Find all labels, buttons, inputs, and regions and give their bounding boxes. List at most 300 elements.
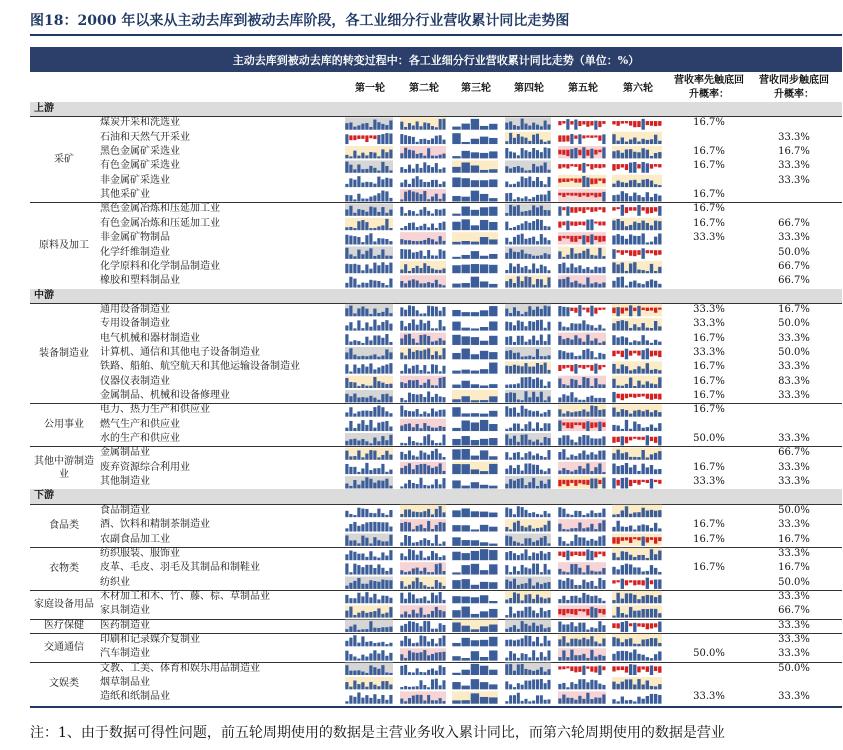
sparkline-bar [385, 265, 388, 273]
sparkline-bar [427, 601, 430, 604]
sparkline-bar [365, 592, 368, 603]
sparkline-cell [452, 407, 497, 416]
sparkline-bar [598, 536, 601, 545]
sparkline-bar [357, 285, 360, 288]
sparkline-cell [505, 564, 550, 575]
sparkline-bar [629, 351, 632, 356]
sparkline-bar [419, 525, 422, 532]
sparkline-bar [373, 556, 376, 560]
sparkline-bar [404, 510, 407, 518]
sparkline-bar [489, 336, 497, 345]
sparkline-bar [435, 242, 438, 245]
sparkline-bar [612, 654, 615, 661]
sparkline-cell [400, 176, 445, 187]
industry-label: 有色金属矿采选业 [100, 160, 180, 172]
sparkline-bar [489, 456, 497, 459]
sparkline-bar [621, 696, 624, 703]
sparkline-bar [612, 600, 615, 603]
sparkline-bar [566, 338, 569, 345]
sparkline-bar [389, 684, 392, 689]
sparkline-bar [536, 679, 539, 689]
sparkline-bar [562, 121, 565, 123]
sparkline-bar [578, 679, 581, 689]
sparkline-bar [621, 682, 624, 690]
sparkline-bar [435, 307, 438, 317]
sparkline-bar [547, 438, 550, 445]
sparkline-bar [528, 578, 531, 588]
sparkline-bar [586, 582, 589, 589]
sparkline-bar [532, 442, 535, 446]
sparkline-bar [521, 544, 524, 546]
sparkline-bar [400, 371, 403, 374]
sparkline-bar [439, 665, 442, 675]
sparkline-bar [357, 386, 360, 388]
sparkline-bar [547, 521, 550, 532]
sparkline-bar [361, 135, 364, 138]
sparkline-bar [431, 654, 434, 661]
sparkline-cell [452, 537, 497, 546]
sparkline-bar [419, 626, 422, 632]
sparkline-bar [345, 428, 348, 431]
sparkline-bar [385, 479, 388, 489]
sparkline-bar [540, 481, 543, 489]
sparkline-bar [536, 422, 539, 431]
sparkline-bar [427, 321, 430, 331]
sparkline-bar [353, 394, 356, 403]
sparkline-bar [616, 638, 619, 646]
sparkline-bar [381, 134, 384, 144]
sparkline-bar [385, 541, 388, 546]
sparkline-bar [377, 135, 380, 144]
sparkline-bar [365, 283, 368, 288]
sparkline-bar [431, 428, 434, 431]
sparkline-bar [590, 306, 593, 317]
prob1-value: 16.7% [693, 562, 725, 574]
sparkline-bar [381, 541, 384, 545]
sparkline-bar [423, 182, 426, 187]
sparkline-bar [594, 406, 597, 417]
sparkline-cell [400, 232, 446, 244]
sparkline-bar [517, 134, 520, 144]
sparkline-cell [505, 636, 550, 647]
sparkline-bar [521, 526, 524, 532]
sparkline-bar [650, 666, 653, 675]
sparkline-bar [517, 197, 520, 201]
sparkline-bar [524, 391, 527, 402]
sparkline-bar [641, 323, 644, 331]
sparkline-bar [353, 328, 356, 330]
sparkline-bar [442, 636, 445, 647]
sparkline-bar [586, 455, 589, 460]
sparkline-bar [650, 328, 653, 331]
sparkline-bar [435, 467, 438, 475]
sparkline-bar [621, 453, 624, 459]
sparkline-bar [353, 581, 356, 589]
sparkline-bar [400, 134, 403, 144]
sparkline-bar [513, 325, 516, 330]
sparkline-bar [658, 141, 661, 144]
sparkline-bar [431, 408, 434, 416]
sparkline-bar [389, 435, 392, 446]
sparkline-bar [361, 509, 364, 518]
sparkline-bar [578, 537, 581, 546]
sparkline-bar [582, 222, 585, 226]
sparkline-bar [471, 585, 479, 589]
sparkline-bar [419, 571, 422, 575]
sparkline-bar [646, 558, 649, 560]
sparkline-bar [480, 207, 488, 215]
sparkline-bar [419, 414, 422, 417]
sparkline-bar [566, 435, 569, 445]
sparkline-bar [471, 139, 479, 144]
sparkline-bar [381, 614, 384, 618]
sparkline-bar [353, 456, 356, 460]
sparkline-bar [558, 279, 561, 287]
sparkline-bar [578, 568, 581, 575]
sparkline-bar [616, 164, 619, 169]
sparkline-bar [582, 515, 585, 517]
prob2-value: 16.7% [778, 533, 810, 545]
sparkline-bar [532, 679, 535, 689]
sparkline-bar [646, 328, 649, 331]
sparkline-bar [637, 164, 640, 168]
sparkline-bar [381, 149, 384, 158]
sparkline-bar [480, 697, 488, 704]
sparkline-bar [602, 147, 605, 158]
sparkline-bar [532, 221, 535, 230]
sparkline-bar [612, 699, 615, 703]
sparkline-bar [517, 166, 520, 173]
category-label: 采矿 [54, 153, 74, 165]
sparkline-bar [650, 658, 653, 661]
section-header: 中游 [30, 289, 842, 303]
sparkline-bar [621, 263, 624, 274]
sparkline-bar [544, 471, 547, 474]
industry-label: 煤炭开采和洗选业 [100, 117, 180, 129]
sparkline-bar [480, 512, 488, 518]
sparkline-cell [505, 591, 551, 603]
sparkline-bar [602, 164, 605, 167]
sparkline-bar [353, 355, 356, 360]
sparkline-bar [385, 644, 388, 646]
sparkline-bar [377, 509, 380, 518]
sparkline-bar [558, 599, 561, 603]
sparkline-bar [540, 538, 543, 546]
sparkline-bar [616, 264, 619, 273]
sparkline-bar [431, 611, 434, 618]
sparkline-bar [435, 394, 438, 402]
sparkline-bar [536, 268, 539, 273]
sparkline-bar [442, 251, 445, 259]
sparkline-bar [517, 452, 520, 460]
sparkline-bar [471, 354, 479, 359]
sparkline-bar [423, 313, 426, 316]
sparkline-bar [594, 121, 597, 130]
sparkline-bar [408, 136, 411, 144]
sparkline-bar [480, 310, 488, 316]
sparkline-bar [431, 451, 434, 460]
sparkline-bar [419, 512, 422, 517]
sparkline-bar [377, 406, 380, 417]
sparkline-bar [654, 453, 657, 460]
sparkline-bar [590, 270, 593, 274]
sparkline-bar [439, 135, 442, 144]
sparkline-bar [547, 552, 550, 560]
sparkline-bar [521, 336, 524, 345]
sparkline-bar [349, 195, 352, 201]
sparkline-bar [517, 693, 520, 704]
sparkline-bar [439, 582, 442, 588]
sparkline-bar [377, 357, 380, 360]
sparkline-bar [633, 665, 636, 675]
sparkline-bar [462, 449, 470, 460]
sparkline-bar [389, 256, 392, 259]
sparkline-bar [574, 193, 577, 196]
sparkline-bar [517, 366, 520, 374]
sparkline-cell [558, 376, 606, 388]
sparkline-bar [381, 552, 384, 560]
sparkline-bar [654, 384, 657, 388]
sparkline-bar [521, 507, 524, 517]
sparkline-bar [578, 453, 581, 459]
sparkline-bar [442, 611, 445, 617]
sparkline-bar [442, 209, 445, 216]
sparkline-bar [369, 386, 372, 388]
sparkline-bar [385, 219, 388, 230]
sparkline-bar [621, 277, 624, 288]
sparkline-bar [408, 480, 411, 489]
sparkline-bar [435, 525, 438, 532]
sparkline-bar [353, 615, 356, 618]
industry-label: 电力、热力生产和供应业 [100, 404, 210, 416]
sparkline-bar [373, 135, 376, 139]
sparkline-bar [412, 696, 415, 704]
sparkline-bar [357, 398, 360, 403]
sparkline-bar [517, 465, 520, 474]
sparkline-bar [513, 407, 516, 416]
sparkline-bar [489, 670, 497, 675]
sparkline-bar [558, 306, 561, 316]
sparkline-bar [385, 672, 388, 675]
sparkline-cell [505, 304, 551, 316]
sparkline-bar [416, 266, 419, 273]
sparkline-bar [574, 422, 577, 425]
sparkline-bar [625, 193, 628, 201]
sparkline-bar [480, 525, 488, 532]
sparkline-bar [521, 400, 524, 402]
sparkline-bar [345, 595, 348, 603]
sparkline-bar [562, 365, 565, 369]
sparkline-bar [505, 536, 508, 546]
sparkline-bar [435, 428, 438, 431]
sparkline-bar [654, 194, 657, 202]
sparkline-bar [532, 181, 535, 187]
sparkline-bar [353, 439, 356, 446]
sparkline-bar [547, 479, 550, 488]
sparkline-bar [629, 429, 632, 431]
sparkline-bar [547, 227, 550, 231]
sparkline-bar [381, 383, 384, 388]
sparkline-bar [574, 308, 577, 313]
sparkline-bar [509, 366, 512, 374]
sparkline-bar [462, 207, 470, 216]
sparkline-bar [574, 480, 577, 486]
sparkline-bar [361, 682, 364, 689]
sparkline-bar [558, 251, 561, 258]
sparkline-bar [345, 162, 348, 173]
sparkline-bar [621, 351, 624, 357]
sparkline-cell [345, 592, 392, 603]
sparkline-bar [427, 148, 430, 158]
sparkline-bar [641, 464, 644, 474]
sparkline-bar [562, 541, 565, 546]
sparkline-bar [427, 250, 430, 259]
sparkline-bar [528, 238, 531, 245]
sparkline-bar [578, 356, 581, 360]
sparkline-bar [435, 535, 438, 546]
sparkline-bar [400, 523, 403, 532]
sparkline-bar [365, 411, 368, 417]
sparkline-bar [373, 228, 376, 230]
sparkline-bar [509, 695, 512, 703]
sparkline-bar [439, 592, 442, 603]
sparkline-bar [621, 465, 624, 474]
sparkline-bar [408, 323, 411, 330]
sparkline-bar [471, 337, 479, 345]
sparkline-bar [509, 152, 512, 159]
sparkline-bar [416, 668, 419, 675]
sparkline-bar [431, 629, 434, 632]
sparkline-bar [598, 523, 601, 531]
sparkline-bar [528, 170, 531, 173]
sparkline-bar [369, 269, 372, 274]
sparkline-bar [408, 150, 411, 159]
sparkline-bar [532, 701, 535, 704]
sparkline-bar [650, 197, 653, 201]
sparkline-bar [558, 639, 561, 646]
sparkline-bar [578, 283, 581, 287]
sparkline-bar [513, 227, 516, 230]
sparkline-cell [558, 634, 606, 646]
sparkline-bar [373, 667, 376, 675]
sparkline-bar [578, 623, 581, 632]
sparkline-cell [345, 447, 393, 459]
sparkline-cell [505, 247, 551, 259]
sparkline-bar [412, 455, 415, 459]
sparkline-bar [566, 544, 569, 546]
sparkline-bar [536, 582, 539, 588]
sparkline-bar [471, 482, 479, 488]
sparkline-bar [345, 451, 348, 460]
sparkline-bar [625, 308, 628, 311]
sparkline-bar [369, 135, 372, 138]
industry-label: 其他采矿业 [100, 189, 150, 201]
sparkline-bar [562, 695, 565, 704]
sparkline-bar [654, 369, 657, 374]
sparkline-bar [513, 654, 516, 661]
sparkline-bar [471, 640, 479, 646]
sparkline-bar [590, 193, 593, 196]
sparkline-bar [641, 428, 644, 431]
sparkline-bar [404, 443, 407, 445]
sparkline-bar [416, 192, 419, 201]
sparkline-bar [612, 121, 615, 124]
sparkline-bar [536, 207, 539, 215]
sparkline-bar [389, 352, 392, 359]
sparkline-bar [547, 370, 550, 374]
sparkline-bar [361, 328, 364, 330]
sparkline-bar [646, 363, 649, 373]
sparkline-bar [480, 256, 488, 259]
sparkline-bar [365, 212, 368, 216]
sparkline-bar [578, 609, 581, 611]
sparkline-cell [505, 390, 551, 402]
sparkline-cell [345, 420, 392, 431]
sparkline-bar [650, 694, 653, 704]
sparkline-cell [400, 333, 446, 345]
sparkline-bar [462, 508, 470, 517]
prob1-value: 16.7% [693, 533, 725, 545]
sparkline-bar [532, 542, 535, 546]
sparkline-bar [612, 464, 615, 475]
sparkline-bar [582, 422, 585, 428]
sparkline-bar [598, 384, 601, 388]
sparkline-bar [373, 483, 376, 489]
sparkline-bar [658, 572, 661, 575]
sparkline-bar [528, 556, 531, 560]
sparkline-bar [650, 225, 653, 230]
sparkline-bar [594, 364, 597, 374]
sparkline-bar [345, 227, 348, 230]
sparkline-bar [629, 282, 632, 288]
sparkline-bar [654, 568, 657, 575]
sparkline-bar [505, 309, 508, 317]
sparkline-bar [616, 195, 619, 202]
sparkline-bar [625, 207, 628, 213]
sparkline-bar [646, 223, 649, 230]
sparkline-bar [385, 421, 388, 431]
sparkline-bar [353, 522, 356, 532]
sparkline-bar [594, 552, 597, 558]
sparkline-bar [462, 626, 470, 632]
sparkline-bar [536, 195, 539, 202]
sparkline-bar [646, 578, 649, 589]
category-label: 食品类 [49, 519, 79, 531]
sparkline-bar [612, 453, 615, 460]
sparkline-bar [353, 697, 356, 704]
sparkline-bar [505, 385, 508, 388]
sparkline-bar [505, 640, 508, 646]
sparkline-bar [509, 336, 512, 345]
sparkline-bar [582, 400, 585, 403]
sparkline-bar [646, 340, 649, 345]
sparkline-bar [558, 135, 561, 141]
sparkline-bar [439, 685, 442, 689]
sparkline-bar [427, 621, 430, 632]
sparkline-bar [641, 350, 644, 359]
sparkline-bar [431, 255, 434, 258]
sparkline-bar [435, 136, 438, 144]
sparkline-bar [423, 123, 426, 130]
sparkline-cell [345, 160, 393, 172]
sparkline-bar [633, 480, 636, 483]
sparkline-bar [544, 511, 547, 517]
sparkline-bar [353, 413, 356, 416]
sparkline-bar [658, 613, 661, 617]
prob1-value: 33.3% [693, 303, 725, 315]
sparkline-bar [412, 643, 415, 646]
sparkline-bar [574, 528, 577, 531]
